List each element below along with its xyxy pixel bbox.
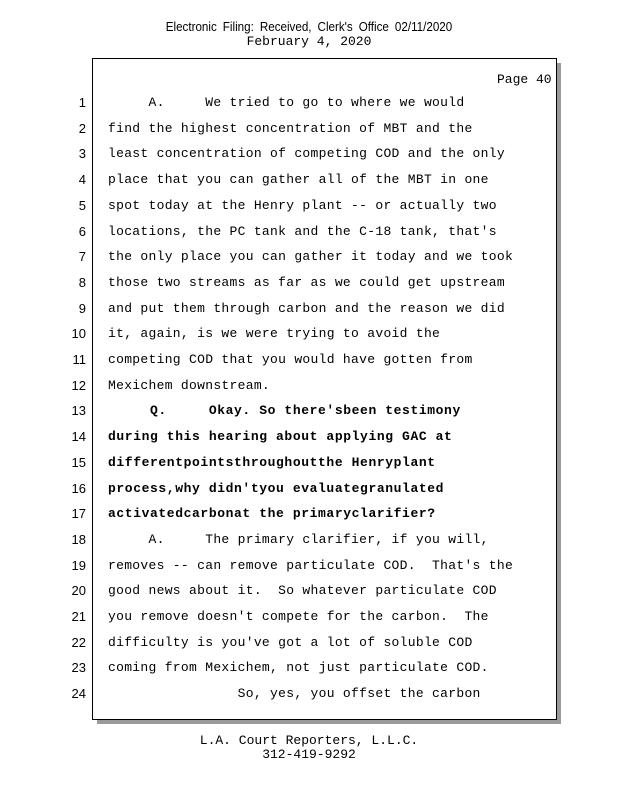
transcript-line: place that you can gather all of the MBT in one [108,172,489,187]
transcript-line: it, again, is we were trying to avoid the [108,326,441,341]
reporter-phone: 312-419-9292 [262,747,356,762]
transcript-line: A. We tried to go to where we would [108,95,465,110]
transcript-line: So, yes, you offset the carbon [108,686,481,701]
line-number: 17 [71,506,86,521]
line-number: 8 [78,275,86,290]
transcript-line: you remove doesn't compete for the carbon. The [108,609,489,624]
transcript-line: locations, the PC tank and the C-18 tank, that's [108,224,497,239]
transcript-line: differentpointsthroughoutthe Henryplant [108,455,436,470]
line-number: 15 [71,455,86,470]
line-number: 11 [72,352,86,367]
transcript-line: process,why didn'tyou evaluategranulated [108,481,445,496]
hearing-date: February 4, 2020 [246,34,372,49]
line-number: 3 [78,146,86,161]
line-number: 24 [71,686,86,701]
transcript-line: during this hearing about applying GAC at [108,429,453,444]
transcript-line: least concentration of competing COD and the only [108,146,505,161]
line-number: 20 [71,583,86,598]
line-number: 23 [71,660,86,675]
transcript-line: Mexichem downstream. [108,378,271,393]
line-number: 1 [78,95,86,110]
transcript-line: competing COD that you would have gotten from [108,352,473,367]
transcript-line: A. The primary clarifier, if you will, [108,532,489,547]
transcript-line: the only place you can gather it today and we took [108,249,514,264]
line-number: 12 [71,378,86,393]
transcript-line: find the highest concentration of MBT and the [108,121,473,136]
line-number: 22 [71,635,86,650]
line-number: 13 [71,403,86,418]
transcript-line: coming from Mexichem, not just particulate COD. [108,660,489,675]
transcript-line: Q. Okay. So there'sbeen testimony [108,403,461,418]
line-number: 4 [78,172,86,187]
transcript-line: and put them through carbon and the reason we did [108,301,505,316]
line-number: 10 [71,326,86,341]
line-number: 6 [78,224,86,239]
line-number: 2 [78,121,86,136]
reporter-company: L.A. Court Reporters, L.L.C. [199,733,419,748]
page-number: Page 40 [497,72,552,87]
line-number: 19 [71,558,86,573]
transcript-line: spot today at the Henry plant -- or actually two [108,198,497,213]
transcript-line: those two streams as far as we could get upstream [108,275,505,290]
line-number: 9 [78,301,86,316]
line-number: 18 [71,532,86,547]
transcript-line: removes -- can remove particulate COD. That's the [108,558,514,573]
line-number: 14 [71,429,86,444]
filing-stamp: Electronic Filing: Received, Clerk's Office 02/11/2020 [165,20,453,34]
transcript-line: difficulty is you've got a lot of soluble COD [108,635,473,650]
line-number: 7 [78,249,86,264]
transcript-line: activatedcarbonat the primaryclarifier? [108,506,436,521]
line-number: 16 [71,481,86,496]
line-number: 21 [71,609,86,624]
transcript-line: good news about it. So whatever particulate COD [108,583,497,598]
line-number: 5 [78,198,86,213]
